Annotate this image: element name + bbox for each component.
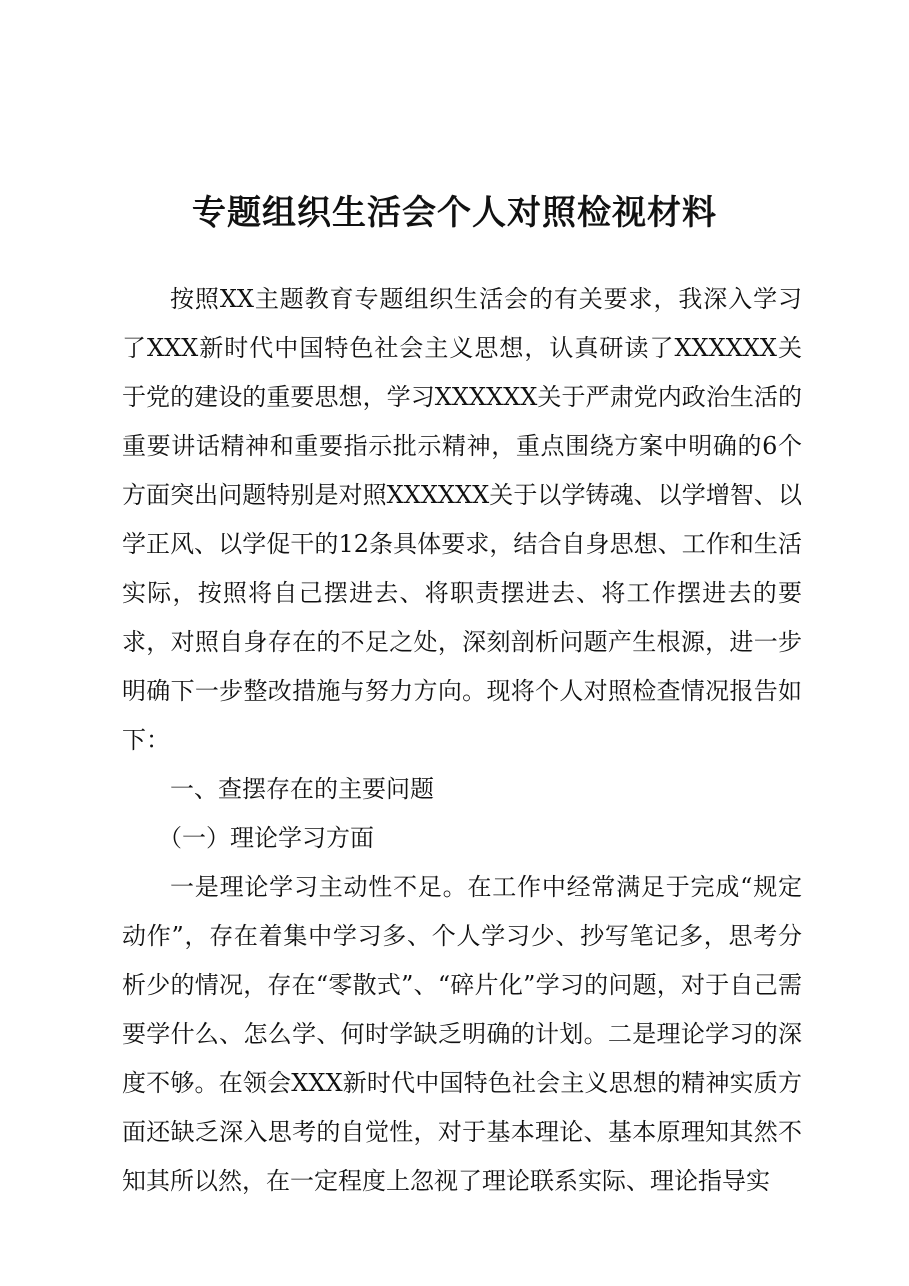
section-heading: 一、查摆存在的主要问题	[170, 775, 434, 803]
document-title: 专题组织生活会个人对照检视材料	[192, 193, 717, 233]
body-paragraph: 一是理论学习主动性不足。在工作中经常满足于完成“规定动作”，存在着集中学习多、个人学习少、抄写笔记多，思考分析少的情况，存在“零散式”、“碎片化”学习的问题，对于自己需要学什么、怎么学、何时学缺乏明确的计划。二是理论学习的深度不够。在领会XXX新时代中国特色社会主义思想的精神实质方面还缺乏深入思考的自觉性，对于基本理论、基本原理知其然不知其所以然，在一定程度上忽视了理论联系实际、理论指导实	[122, 873, 802, 1195]
intro-paragraph: 按照XX主题教育专题组织生活会的有关要求，我深入学习了XXX新时代中国特色社会主义思想，认真研读了XXXXXX关于党的建设的重要思想，学习XXXXXX关于严肃党内政治生活的重要讲话精神和重要指示批示精神，重点围绕方案中明确的6个方面突出问题特别是对照XXXXXX关于以学铸魂、以学增智、以学正风、以学促干的12条具体要求，结合自身思想、工作和生活实际，按照将自己摆进去、将职责摆进去、将工作摆进去的要求，对照自身存在的不足之处，深刻剖析问题产生根源，进一步明确下一步整改措施与努力方向。现将个人对照检查情况报告如下：	[122, 285, 802, 754]
document-body	[122, 275, 802, 1206]
subsection-heading: （一）理论学习方面	[158, 824, 374, 852]
